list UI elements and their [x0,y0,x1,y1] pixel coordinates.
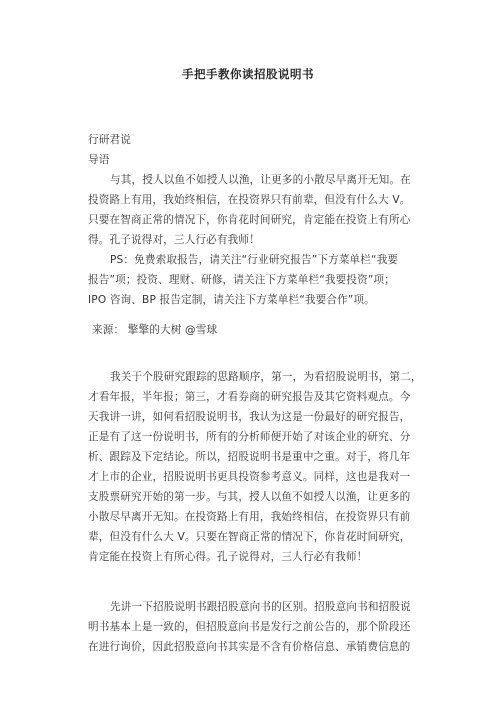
paragraph-line: 天我讲一讲，如何看招股说明书，我认为这是一份最好的研究报告， [88,411,411,423]
paragraph-1 [88,367,422,567]
paragraph-2 [88,597,410,657]
paragraph-line: 我关于个股研究跟踪的思路顺序，第一，为看招股说明书，第二， [110,371,422,383]
document-title: 手把手教你读招股说明书 [182,67,314,81]
paragraph-line: 先讲一下招股说明书跟招股意向书的区别。招股意向书和招股说 [110,601,411,613]
intro-line: 投资路上有用，我始终相信，在投资界只有前辈，但没有什么大 V。 [88,194,411,206]
paragraph-line: 明书基本上是一致的，但招股意向书是发行之前公告的，那个阶段还 [88,621,411,633]
paragraph-line: 才上市的企业，招股说明书更具投资参考意义。同样，这也是我对一 [88,471,411,483]
intro-line: 只要在智商正常的情况下，你肯花时间研究，肯定能在投资上有所心 [88,214,411,226]
paragraph-line: 析、跟踪及下定结论。所以，招股说明书是重中之重。对于，将几年 [88,451,411,463]
paragraph-line: 辈，但没有什么大 V。只要在智商正常的情况下，你肯花时间研究， [88,531,411,543]
intro-line: 与其，授人以鱼不如授人以渔，让更多的小散尽早离开无知。在 [110,174,411,186]
paragraph-line: 支股票研究开始的第一步。与其，授人以鱼不如授人以渔，让更多的 [88,491,411,503]
ps-line: PS：免费索取报告，请关注“行业研究报告”下方菜单栏“我要 [110,254,399,266]
paragraph-line: 正是有了这一份说明书，所有的分析师便开始了对该企业的研究、分 [88,431,411,443]
section-label: 行研君说 [88,134,131,146]
paragraph-line: 肯定能在投资上有所心得。孔子说得对，三人行必有我师！ [88,551,368,563]
ps-line: IPO 咨询、BP 报告定制，请关注下方菜单栏“我要合作”项。 [88,294,375,306]
intro-block [88,130,410,310]
paragraph-line: 在进行询价，因此招股意向书其实是不含有价格信息、承销费信息的 [88,641,411,653]
intro-line: 得。孔子说得对，三人行必有我师！ [88,234,260,246]
source-line: 来源： 擎擎的大树 @雪球 [92,324,218,336]
paragraph-line: 小散尽早离开无知。在投资路上有用，我始终相信，在投资界只有前 [88,511,411,523]
intro-label: 导语 [88,154,110,166]
ps-line: 报告”项；投资、理财、研修，请关注下方菜单栏“我要投资”项； [88,274,395,286]
source-block [88,320,410,340]
paragraph-line: 才看年报，半年报；第三，才看券商的研究报告及其它资料观点。今 [88,391,411,403]
